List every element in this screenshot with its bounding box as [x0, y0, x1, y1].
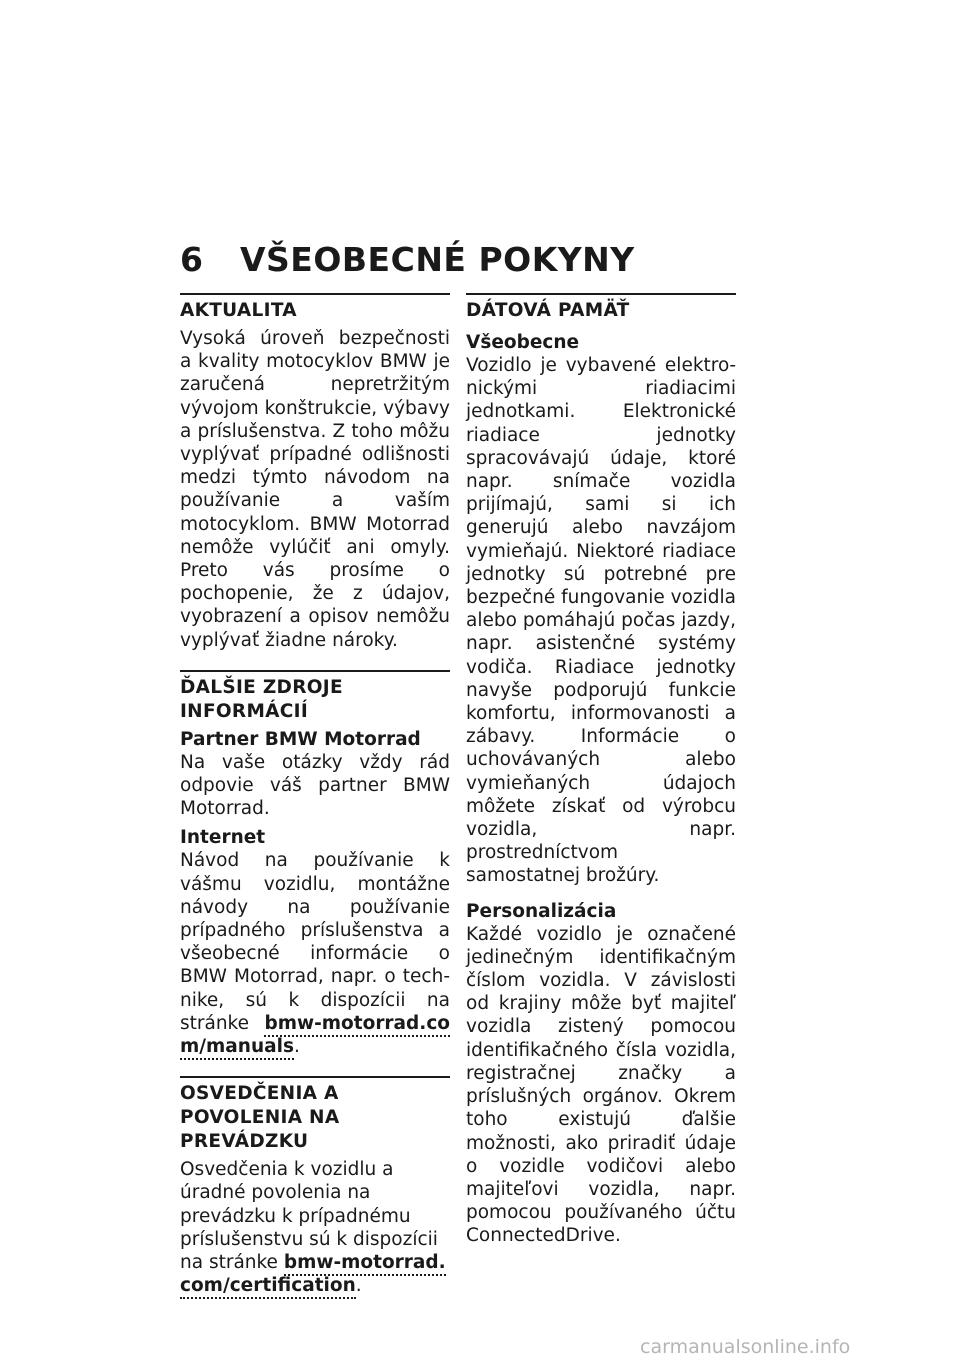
section-heading-osvedcenia: OSVEDČENIA A POVOLENIA NA PREVÁDZKU: [180, 1083, 340, 1153]
internet-heading: Internet: [180, 827, 266, 849]
watermark: carmanualsonline.info: [640, 1336, 851, 1358]
internet-paragraph: [180, 849, 450, 1058]
vseobecne-heading: Všeobecne: [466, 332, 580, 353]
osvedcenia-period: .: [355, 1275, 362, 1297]
chapter-number: 6: [180, 240, 204, 279]
section-osvedcenia: [180, 1076, 450, 1297]
manuals-link[interactable]: bmw-motorrad.com/manuals: [180, 1013, 450, 1060]
osvedcenia-paragraph: [180, 1158, 450, 1297]
section-heading-aktualita: AKTUALITA: [180, 300, 297, 321]
partner-heading: Partner BMW Motorrad: [180, 728, 421, 750]
section-heading-zdroje: ĎALŠIE ZDROJE INFORMÁCIÍ: [180, 676, 343, 722]
section-aktualita: [180, 293, 450, 652]
osvedcenia-text: Osvedčenia k vozidlu a úradné povolenia na prevádzku k prípadnému príslušenstvu sú k dispozícii na stránke: [180, 1159, 438, 1274]
section-datova-pamat: [466, 293, 736, 1248]
right-column: [466, 293, 736, 1266]
chapter-title: [180, 240, 635, 279]
internet-text: Návod na používanie k vášmu vozidlu, montážne návody na používanie prípadného príslušenstva a všeobecné informácie o BMW Motorrad, napr. o technike, sú k dispozícii na stránke: [180, 850, 450, 1034]
internet-period: .: [293, 1036, 300, 1058]
section-zdroje: [180, 670, 450, 1058]
personalizacia-text: Každé vozidlo je označené jedinečným identifikačným číslom vozidla. V závislosti od krajiny môže byť majiteľ vozidla zistený pomocou identifikačného čísla vozidla, registračnej značky a príslušných orgánov. Okrem toho existujú ďalšie možnosti, ako priradiť údaje o vozidle vodičovi alebo majiteľovi vozidla, napr. pomocou používaného účtu ConnectedDrive.: [466, 923, 736, 1247]
section-heading-datova-pamat: DÁTOVÁ PAMÄŤ: [466, 300, 630, 321]
aktualita-text: Vysoká úroveň bezpečnosti a kvality motocyklov BMW je zaručená nepretržitým vývojom konštrukcie, výbavy a príslušenstva. Z toho môžu vyplývať prípadné odlišnosti medzi týmto návodom na používanie a vaším motocyklom. BMW Motorrad nemôže vylúčiť ani omyly. Preto vás prosíme o pochopenie, že z údajov, vyobrazení a opisov nemôžu vyplývať žiadne nároky.: [180, 328, 450, 651]
personalizacia-heading: Personalizácia: [466, 900, 617, 922]
chapter-title-text: VŠEOBECNÉ POKYNY: [240, 240, 635, 279]
left-column: [180, 293, 450, 1316]
vseobecne-text: Vozidlo je vybavené elektronickými riadiacimi jednotkami. Elektronické riadiace jednotky spracovávajú údaje, ktoré napr. snímače vozidla prijímajú, sami si ich generujú alebo navzájom vymieňajú. Niektoré riadiace jednotky sú potrebné pre bezpečné fungovanie vozidla alebo pomáhajú počas jazdy, napr. asistenčné systémy vodiča. Riadiace jednotky navyše podporujú funkcie komfortu, informovanosti a zábavy. Informácie o uchovávaných alebo vymieňaných údajoch môžete získať od výrobcu vozidla, napr. prostredníctvom samostatnej brožúry.: [466, 355, 736, 887]
certification-link[interactable]: bmw-motorrad.com/certification: [180, 1252, 446, 1299]
partner-text: Na vaše otázky vždy rád odpovie váš partner BMW Motorrad.: [180, 751, 450, 820]
